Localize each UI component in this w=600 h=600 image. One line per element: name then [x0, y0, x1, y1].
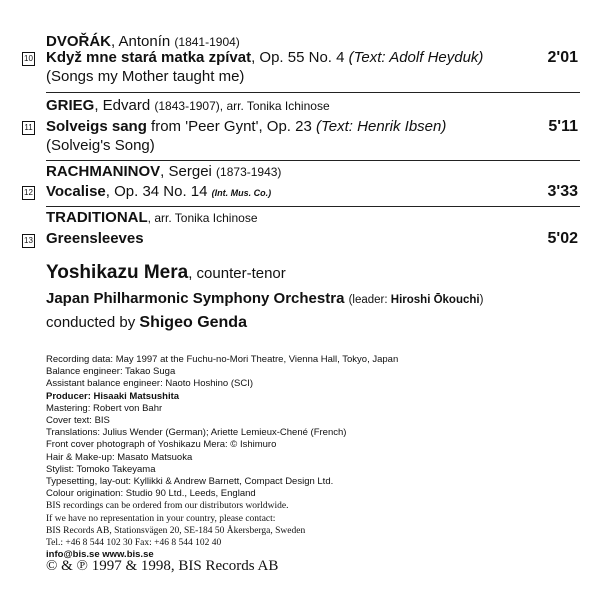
composer-years: (1873-1943)	[216, 165, 282, 179]
divider	[46, 206, 580, 207]
conductor-prefix: conducted by	[46, 314, 140, 331]
arrangement: , arr. Tonika Ichinose	[147, 211, 258, 225]
soloist-name: Yoshikazu Mera	[46, 262, 189, 283]
credit-stylist: Stylist: Tomoko Takeyama	[46, 463, 156, 475]
credit-assistant: Assistant balance engineer: Naoto Hoshino (SCI)	[46, 378, 254, 390]
track-title: Vocalise	[46, 183, 106, 200]
track-duration: 5'11	[548, 118, 578, 135]
bis-order-line-2: If we have no representation in your country, please contact:	[46, 513, 276, 524]
composer-line	[46, 209, 258, 226]
credit-recording: Recording data: May 1997 at the Fuchu-no-Mori Theatre, Vienna Hall, Tokyo, Japan	[46, 354, 399, 365]
leader-name: Hiroshi Ōkouchi	[390, 294, 480, 306]
composer-first-name: , Edvard	[94, 97, 151, 114]
composer-years: (1843-1907)	[154, 99, 220, 113]
composer-line	[46, 163, 281, 180]
text-credit: (Text: Adolf Heyduk)	[348, 49, 484, 66]
composer-name: RACHMANINOV	[46, 163, 161, 180]
track-title: Když mne stará matka zpívat	[46, 49, 252, 66]
track-number: 11	[22, 121, 35, 135]
bis-order-line-1: BIS recordings can be ordered from our distributors worldwide.	[46, 501, 289, 512]
opus: , Op. 34 No. 14	[105, 183, 208, 200]
bis-tel-fax: Tel.: +46 8 544 102 30 Fax: +46 8 544 102 40	[46, 538, 222, 549]
credit-translations: Translations: Julius Wender (German); Ariette Lemieux-Chené (French)	[46, 427, 347, 439]
composer-name: GRIEG	[46, 97, 95, 114]
orchestra-line	[46, 290, 483, 307]
title-line	[46, 230, 144, 247]
text-credit: (Int. Mus. Co.)	[211, 188, 272, 198]
divider	[46, 160, 580, 161]
credit-colour: Colour origination: Studio 90 Ltd., Leeds, England	[46, 488, 256, 500]
copyright: © & ℗ 1997 & 1998, BIS Records AB	[46, 558, 279, 574]
credit-cover-text: Cover text: BIS	[46, 415, 110, 427]
divider	[46, 92, 580, 93]
title-line	[46, 49, 483, 66]
track-number: 12	[22, 186, 35, 200]
composer-first-name: , Antonín	[111, 33, 171, 50]
conductor-line	[46, 314, 247, 332]
soloist-line	[46, 262, 286, 284]
track-duration: 3'33	[547, 183, 578, 200]
track-duration: 5'02	[547, 230, 578, 247]
leader-suffix: )	[479, 294, 484, 306]
bis-web: info@bis.se www.bis.se	[46, 549, 154, 561]
soloist-role: , counter-tenor	[188, 265, 286, 282]
composer-name: DVOŘÁK	[46, 33, 112, 50]
leader-prefix: (leader:	[348, 294, 391, 306]
composer-years: (1841-1904)	[174, 35, 240, 49]
orchestra-name: Japan Philharmonic Symphony Orchestra	[46, 290, 345, 307]
track-duration: 2'01	[547, 49, 578, 66]
opus: , Op. 55 No. 4	[251, 49, 345, 66]
credit-hair: Hair & Make-up: Masato Matsuoka	[46, 451, 193, 463]
credit-typesetting: Typesetting, lay-out: Kyllikki & Andrew Barnett, Compact Design Ltd.	[46, 476, 334, 488]
track-title: Greensleeves	[46, 230, 144, 247]
bis-address: BIS Records AB, Stationsvägen 20, SE-184 50 Åkersberga, Sweden	[46, 525, 306, 536]
credit-producer: Producer: Hisaaki Matsushita	[46, 390, 180, 402]
credit-balance: Balance engineer: Takao Suga	[46, 366, 176, 378]
credit-mastering: Mastering: Robert von Bahr	[46, 402, 163, 414]
conductor-name: Shigeo Genda	[139, 314, 247, 331]
track-number: 10	[22, 52, 35, 66]
track-subtitle: (Solveig's Song)	[46, 137, 155, 154]
title-line	[46, 118, 446, 135]
text-credit: (Text: Henrik Ibsen)	[316, 118, 447, 135]
track-subtitle: (Songs my Mother taught me)	[46, 68, 245, 85]
arrangement: , arr. Tonika Ichinose	[219, 99, 330, 113]
track-number: 13	[22, 234, 35, 248]
composer-line	[46, 33, 240, 50]
composer-line	[46, 97, 330, 114]
opus: from 'Peer Gynt', Op. 23	[146, 118, 312, 135]
composer-first-name: , Sergei	[160, 163, 212, 180]
credit-photo: Front cover photograph of Yoshikazu Mera: © Ishimuro	[46, 439, 277, 451]
title-line	[46, 183, 271, 200]
composer-name: TRADITIONAL	[46, 209, 148, 226]
track-title: Solveigs sang	[46, 118, 147, 135]
credits-block	[46, 354, 566, 561]
